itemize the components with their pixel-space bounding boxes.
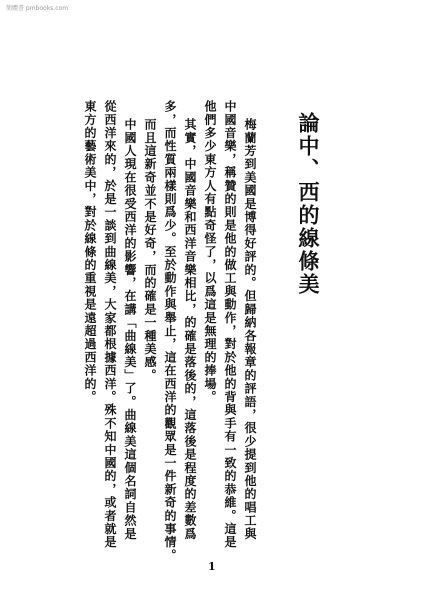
text-column: 中國音樂，稱贊的則是他的做工與動作，對於他的背與手有一致的恭維。這是 [223,100,237,549]
essay-title: 論中、西的線條美 [296,112,321,296]
text-column: 從西洋來的，於是一談到曲線美，大家都根據西洋。殊不知中國的，或者就是 [103,100,117,549]
text-column: 而且這新奇並不是好奇，而的確是一種美感。 [143,118,157,382]
text-column: 東方的藝術美中，對於線條的重視是遠超過西洋的。 [83,100,97,404]
text-column: 其實，中國音樂和西洋音樂相比，的確是落後的，這落後是程度的差數爲 [183,118,197,541]
text-column: 多，而性質兩樣則爲少。至於動作與舉止，這在西洋的觀眾是一件新奇的事情。 [163,100,177,562]
text-column: 他們多少東方人有點奇怪了，以爲這是無理的捧場。 [203,100,217,404]
text-column: 中國人現在很受西洋的影響，在講「曲線美」了。曲線美這個名詞自然是 [123,118,137,541]
text-column: 梅蘭芳到美國是博得好評的。但歸納各報章的評語，很少提到他的唱工與 [243,118,257,541]
watermark-text: 簡體書 pmbooks.com [6,5,69,12]
page-number: 1 [208,560,216,573]
